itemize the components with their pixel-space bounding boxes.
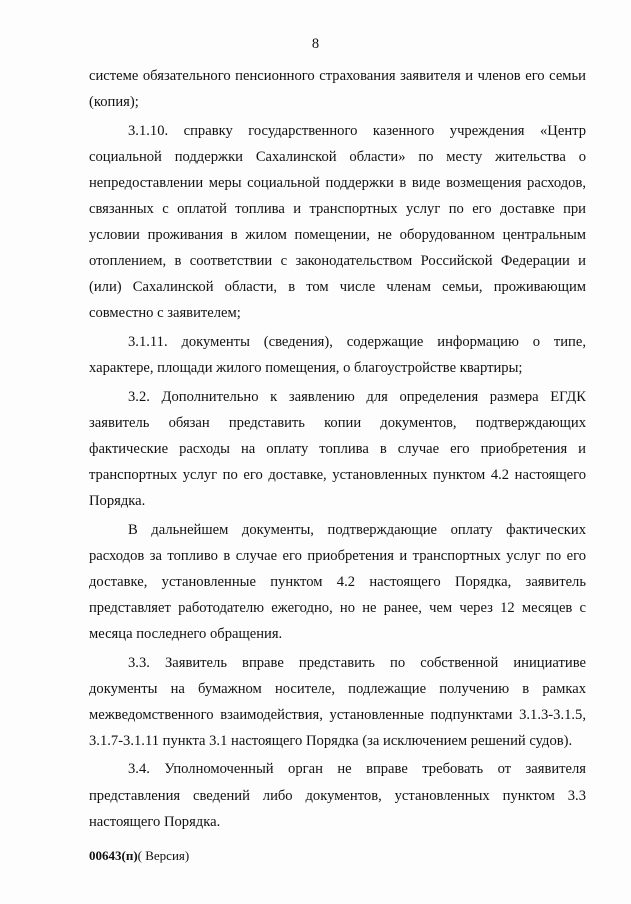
paragraph-3-4: 3.4. Уполномоченный орган не вправе требовать от заявителя представления сведений либо документов, установленных пунктом 3.3 настоящего Порядка.	[89, 761, 586, 830]
page-number: 8	[311, 36, 320, 52]
document-code: 00643(п)	[89, 848, 138, 863]
document-body	[89, 63, 586, 837]
document-footer	[89, 848, 189, 864]
paragraph-3-1-11: 3.1.11. документы (сведения), содержащие информацию о типе, характере, площади жилого помещения, о благоустройстве квартиры;	[89, 333, 586, 377]
paragraph-3-1-10: 3.1.10. справку государственного казенного учреждения «Центр социальной поддержки Сахалинской области» по месту жительства о непредоставлении меры социальной поддержки в виде возмещения расходов, связанных с оплатой топлива и транспортных услуг по его доставке при условии проживания в жилом помещении, не оборудованном центральным отоплением, в соответствии с законодательством Российской Федерации и (или) Сахалинской области, в том числе членам семьи, проживающим совместно с заявителем;	[89, 122, 586, 322]
document-version: ( Версия)	[137, 848, 190, 863]
paragraph-continuation: системе обязательного пенсионного страхования заявителя и членов его семьи (копия);	[89, 68, 586, 111]
paragraph-further-documents: В дальнейшем документы, подтверждающие оплату фактических расходов за топливо в случае его приобретения и транспортных услуг по его доставке, установленные пунктом 4.2 настоящего Порядка, заявитель представляет работодателю ежегодно, но не ранее, чем через 12 месяцев с месяца последнего обращения.	[89, 521, 586, 642]
paragraph-3-3: 3.3. Заявитель вправе представить по собственной инициативе документы на бумажном носителе, подлежащие получению в рамках межведомственного взаимодействия, установленные подпунктами 3.1.3-3.1.5, 3.1.7-3.1.11 пункта 3.1 настоящего Порядка (за исключением решений судов).	[89, 654, 586, 749]
paragraph-3-2: 3.2. Дополнительно к заявлению для определения размера ЕГДК заявитель обязан представить копии документов, подтверждающих фактические расходы на оплату топлива в случае его приобретения и транспортных услуг по его доставке, установленных пунктом 4.2 настоящего Порядка.	[89, 388, 586, 509]
